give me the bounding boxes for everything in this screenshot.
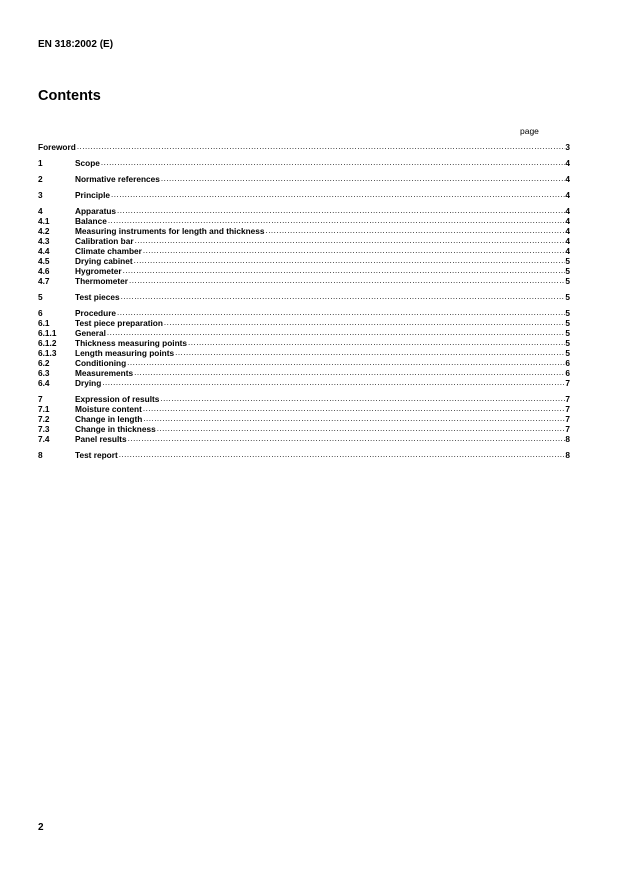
toc-entry[interactable] bbox=[38, 256, 570, 266]
toc-entry-page: 5 bbox=[565, 276, 570, 286]
toc-entry-number: 4 bbox=[38, 206, 43, 216]
toc-entry-number: 4.1 bbox=[38, 216, 50, 226]
toc-entry[interactable] bbox=[38, 142, 570, 152]
toc-entry-page: 4 bbox=[565, 226, 570, 236]
toc-dot-leader bbox=[101, 158, 565, 168]
toc-entry[interactable] bbox=[38, 414, 570, 424]
toc-entry-title: Hygrometer bbox=[75, 266, 122, 276]
toc-entry[interactable] bbox=[38, 158, 570, 168]
toc-entry[interactable] bbox=[38, 246, 570, 256]
toc-dot-leader bbox=[117, 308, 565, 318]
toc-entry-number: 1 bbox=[38, 158, 43, 168]
toc-entry-page: 5 bbox=[565, 348, 570, 358]
toc-dot-leader bbox=[265, 226, 565, 236]
toc-entry-title: Foreword bbox=[38, 142, 76, 152]
toc-entry-page: 8 bbox=[565, 434, 570, 444]
toc-entry-title: General bbox=[75, 328, 106, 338]
toc-entry-number: 7.1 bbox=[38, 404, 50, 414]
toc-entry-page: 5 bbox=[565, 256, 570, 266]
toc-entry-title: Thermometer bbox=[75, 276, 129, 286]
toc-entry-page: 5 bbox=[565, 308, 570, 318]
toc-entry-title: Change in length bbox=[75, 414, 143, 424]
toc-entry[interactable] bbox=[38, 434, 570, 444]
toc-dot-leader bbox=[157, 424, 566, 434]
toc-entry-number: 4.6 bbox=[38, 266, 50, 276]
toc-dot-leader bbox=[121, 292, 566, 302]
toc-entry-title: Climate chamber bbox=[75, 246, 142, 256]
toc-entry-title: Change in thickness bbox=[75, 424, 156, 434]
toc-entry-title: Drying bbox=[75, 378, 102, 388]
toc-entry-title: Thickness measuring points bbox=[75, 338, 188, 348]
toc-entry-number: 7.2 bbox=[38, 414, 50, 424]
toc-entry-title: Test pieces bbox=[75, 292, 120, 302]
toc-entry[interactable] bbox=[38, 276, 570, 286]
toc-entry-number: 6 bbox=[38, 308, 43, 318]
toc-entry-title: Balance bbox=[75, 216, 107, 226]
toc-entry-title: Test report bbox=[75, 450, 118, 460]
toc-dot-leader bbox=[77, 142, 566, 152]
toc-entry[interactable] bbox=[38, 378, 570, 388]
toc-entry-number: 6.2 bbox=[38, 358, 50, 368]
toc-dot-leader bbox=[135, 236, 566, 246]
toc-entry-number: 5 bbox=[38, 292, 43, 302]
toc-entry[interactable] bbox=[38, 292, 570, 302]
toc-dot-leader bbox=[129, 276, 565, 286]
toc-entry-title: Normative references bbox=[75, 174, 160, 184]
toc-entry-page: 4 bbox=[565, 206, 570, 216]
toc-entry-number: 2 bbox=[38, 174, 43, 184]
toc-entry-number: 4.7 bbox=[38, 276, 50, 286]
toc-entry-title: Measurements bbox=[75, 368, 134, 378]
toc-dot-leader bbox=[119, 450, 566, 460]
toc-entry-number: 4.3 bbox=[38, 236, 50, 246]
toc-dot-leader bbox=[117, 206, 565, 216]
toc-entry-title: Panel results bbox=[75, 434, 127, 444]
toc-entry[interactable] bbox=[38, 174, 570, 184]
toc-entry-page: 7 bbox=[565, 404, 570, 414]
toc-entry[interactable] bbox=[38, 308, 570, 318]
toc-entry-number: 6.3 bbox=[38, 368, 50, 378]
toc-entry-page: 4 bbox=[565, 246, 570, 256]
toc-entry-page: 5 bbox=[565, 318, 570, 328]
toc-entry-page: 4 bbox=[565, 174, 570, 184]
toc-entry-number: 4.5 bbox=[38, 256, 50, 266]
toc-dot-leader bbox=[175, 348, 565, 358]
toc-entry-title: Expression of results bbox=[75, 394, 160, 404]
toc-entry-page: 4 bbox=[565, 190, 570, 200]
toc-entry-title: Length measuring points bbox=[75, 348, 175, 358]
toc-entry-number: 7.3 bbox=[38, 424, 50, 434]
page-title: Contents bbox=[38, 88, 101, 104]
toc-entry-page: 5 bbox=[565, 328, 570, 338]
document-id: EN 318:2002 (E) bbox=[38, 39, 114, 50]
toc-entry-page: 7 bbox=[565, 414, 570, 424]
toc-entry-number: 4.4 bbox=[38, 246, 50, 256]
toc-entry[interactable] bbox=[38, 206, 570, 216]
toc-dot-leader bbox=[111, 190, 565, 200]
toc-entry[interactable] bbox=[38, 216, 570, 226]
toc-entry-page: 8 bbox=[565, 450, 570, 460]
toc-entry-page: 4 bbox=[565, 158, 570, 168]
toc-entry[interactable] bbox=[38, 348, 570, 358]
toc-entry[interactable] bbox=[38, 328, 570, 338]
toc-entry-number: 3 bbox=[38, 190, 43, 200]
toc-entry[interactable] bbox=[38, 404, 570, 414]
toc-entry-title: Drying cabinet bbox=[75, 256, 133, 266]
toc-entry[interactable] bbox=[38, 394, 570, 404]
toc-dot-leader bbox=[164, 318, 565, 328]
toc-entry-number: 7 bbox=[38, 394, 43, 404]
toc-entry-page: 7 bbox=[565, 424, 570, 434]
toc-dot-leader bbox=[127, 358, 565, 368]
toc-entry-number: 6.1 bbox=[38, 318, 50, 328]
toc-dot-leader bbox=[108, 216, 566, 226]
toc-entry-number: 6.1.3 bbox=[38, 348, 57, 358]
toc-entry-page: 7 bbox=[565, 394, 570, 404]
toc-entry-page: 4 bbox=[565, 236, 570, 246]
toc-entry-title: Principle bbox=[75, 190, 111, 200]
toc-dot-leader bbox=[134, 368, 565, 378]
toc-dot-leader bbox=[128, 434, 566, 444]
toc-entry-page: 6 bbox=[565, 358, 570, 368]
toc-dot-leader bbox=[123, 266, 566, 276]
toc-entry-page: 4 bbox=[565, 216, 570, 226]
toc-entry-page: 5 bbox=[565, 338, 570, 348]
toc-entry-title: Test piece preparation bbox=[75, 318, 163, 328]
toc-entry-page: 7 bbox=[565, 378, 570, 388]
toc-dot-leader bbox=[143, 404, 566, 414]
toc-dot-leader bbox=[102, 378, 565, 388]
toc-entry-title: Apparatus bbox=[75, 206, 117, 216]
toc-entry[interactable] bbox=[38, 226, 570, 236]
toc-entry-number: 6.1.1 bbox=[38, 328, 57, 338]
toc-dot-leader bbox=[143, 414, 565, 424]
toc-entry-title: Moisture content bbox=[75, 404, 142, 414]
toc-entry-page: 3 bbox=[565, 142, 570, 152]
toc-entry[interactable] bbox=[38, 450, 570, 460]
toc-dot-leader bbox=[161, 174, 566, 184]
page-column-label: page bbox=[520, 126, 539, 136]
toc-entry-number: 8 bbox=[38, 450, 43, 460]
toc-entry-title: Measuring instruments for length and thickness bbox=[75, 226, 265, 236]
toc-entry-number: 6.1.2 bbox=[38, 338, 57, 348]
page-number: 2 bbox=[38, 822, 44, 833]
toc-entry-page: 5 bbox=[565, 292, 570, 302]
toc-dot-leader bbox=[134, 256, 566, 266]
toc-dot-leader bbox=[160, 394, 565, 404]
toc-entry[interactable] bbox=[38, 236, 570, 246]
toc-entry-title: Conditioning bbox=[75, 358, 127, 368]
toc-entry-number: 6.4 bbox=[38, 378, 50, 388]
toc-entry-page: 5 bbox=[565, 266, 570, 276]
toc-entry[interactable] bbox=[38, 358, 570, 368]
toc-entry[interactable] bbox=[38, 266, 570, 276]
toc-entry[interactable] bbox=[38, 338, 570, 348]
toc-dot-leader bbox=[188, 338, 565, 348]
toc-entry-number: 7.4 bbox=[38, 434, 50, 444]
toc-dot-leader bbox=[143, 246, 566, 256]
toc-entry[interactable] bbox=[38, 368, 570, 378]
toc-entry[interactable] bbox=[38, 424, 570, 434]
toc-entry[interactable] bbox=[38, 190, 570, 200]
toc-entry[interactable] bbox=[38, 318, 570, 328]
toc-entry-page: 6 bbox=[565, 368, 570, 378]
toc-dot-leader bbox=[107, 328, 565, 338]
toc-entry-title: Calibration bar bbox=[75, 236, 134, 246]
toc-entry-number: 4.2 bbox=[38, 226, 50, 236]
table-of-contents bbox=[38, 142, 570, 460]
toc-entry-title: Procedure bbox=[75, 308, 117, 318]
toc-entry-title: Scope bbox=[75, 158, 100, 168]
